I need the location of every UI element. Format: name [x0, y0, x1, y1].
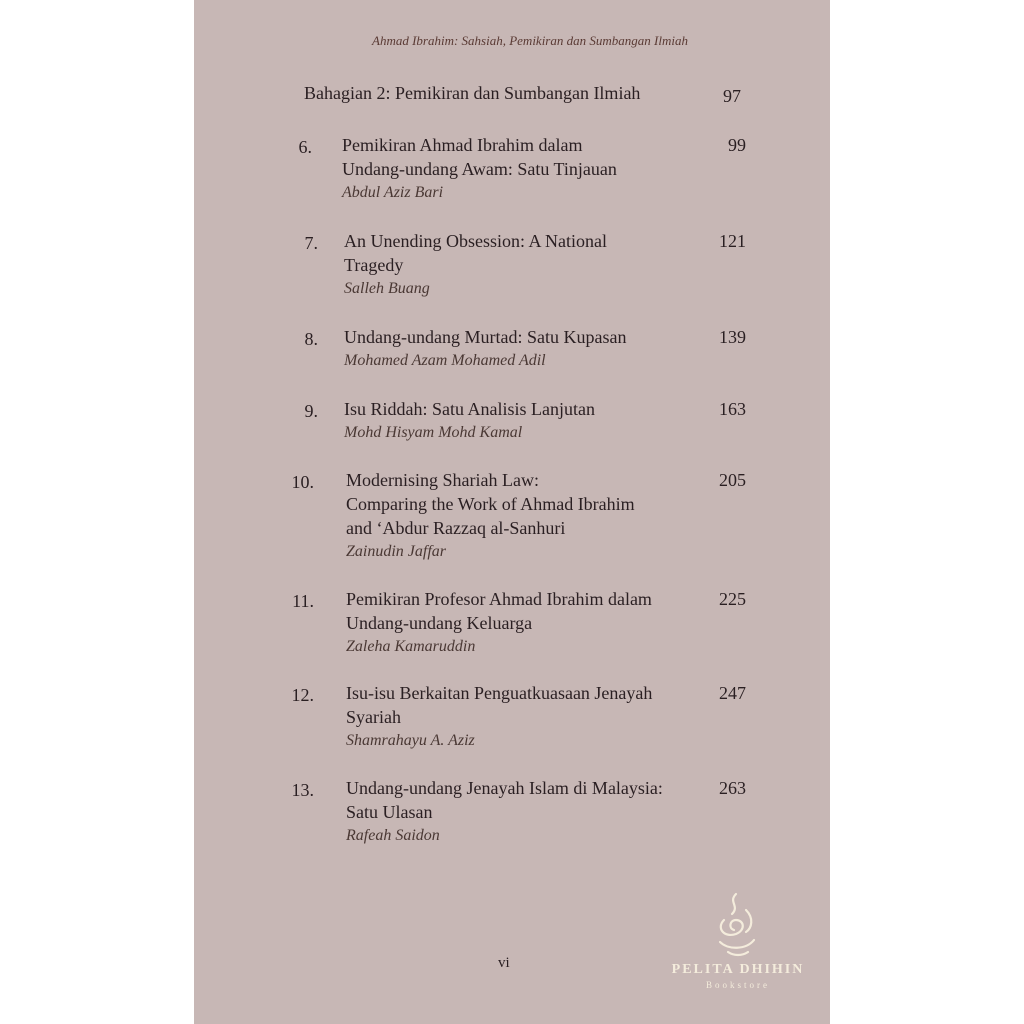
entry-title [344, 229, 684, 301]
entry-author: Mohamed Azam Mohamed Adil [344, 352, 546, 369]
entry-author: Zaleha Kamaruddin [346, 638, 476, 655]
part-page-number: 97 [723, 86, 741, 106]
entry-title [346, 776, 686, 848]
entry-title-line: Undang-undang Awam: Satu Tinjauan [342, 159, 617, 179]
entry-number: 8. [304, 329, 318, 349]
entry-number: 9. [304, 401, 318, 421]
entry-page-number: 163 [719, 399, 746, 419]
entry-title-line: Pemikiran Profesor Ahmad Ibrahim dalam [346, 589, 652, 609]
lamp-logo-icon [706, 890, 766, 960]
entry-title-line: Tragedy [344, 255, 404, 275]
watermark-subtitle: Bookstore [706, 980, 770, 990]
entry-page-number: 121 [719, 231, 746, 251]
entry-title-line: Isu-isu Berkaitan Penguatkuasaan Jenayah [346, 683, 653, 703]
entry-title-line: Undang-undang Murtad: Satu Kupasan [344, 327, 627, 347]
entry-page-number: 263 [719, 778, 746, 798]
entry-number: 10. [291, 472, 314, 492]
entry-title-line: Satu Ulasan [346, 802, 433, 822]
entry-page-number: 139 [719, 327, 746, 347]
entry-title [346, 587, 686, 659]
page-folio: vi [498, 955, 510, 971]
entry-title-line: and ‘Abdur Razzaq al-Sanhuri [346, 518, 566, 538]
entry-title [342, 133, 682, 205]
entry-title-line: Isu Riddah: Satu Analisis Lanjutan [344, 399, 595, 419]
entry-number: 7. [304, 233, 318, 253]
entry-title-line: Syariah [346, 707, 401, 727]
running-head: Ahmad Ibrahim: Sahsiah, Pemikiran dan Sumbangan Ilmiah [372, 33, 688, 48]
entry-author: Abdul Aziz Bari [342, 184, 444, 201]
entry-title [346, 681, 686, 753]
entry-author: Salleh Buang [344, 280, 430, 297]
entry-title-line: An Unending Obsession: A National [344, 231, 607, 251]
entry-page-number: 225 [719, 589, 746, 609]
entry-title [344, 325, 684, 373]
entry-title [344, 397, 684, 445]
entry-page-number: 247 [719, 683, 746, 703]
entry-author: Shamrahayu A. Aziz [346, 732, 475, 749]
entry-title-line: Modernising Shariah Law: [346, 470, 539, 490]
entry-page-number: 99 [728, 135, 746, 155]
entry-title [346, 468, 686, 564]
entry-title-line: Undang-undang Jenayah Islam di Malaysia: [346, 778, 663, 798]
book-page [194, 0, 830, 1024]
entry-title-line: Undang-undang Keluarga [346, 613, 533, 633]
entry-author: Zainudin Jaffar [346, 543, 447, 560]
entry-number: 12. [291, 685, 314, 705]
part-title: Bahagian 2: Pemikiran dan Sumbangan Ilmiah [304, 83, 641, 103]
watermark-name: PELITA DHIHIN [671, 962, 805, 977]
entry-author: Mohd Hisyam Mohd Kamal [344, 424, 523, 441]
store-watermark [670, 890, 806, 1000]
entry-title-line: Comparing the Work of Ahmad Ibrahim [346, 494, 635, 514]
entry-page-number: 205 [719, 470, 746, 490]
entry-number: 11. [292, 591, 314, 611]
entry-number: 13. [291, 780, 314, 800]
entry-author: Rafeah Saidon [346, 827, 440, 844]
entry-title-line: Pemikiran Ahmad Ibrahim dalam [342, 135, 583, 155]
entry-number: 6. [298, 137, 312, 157]
